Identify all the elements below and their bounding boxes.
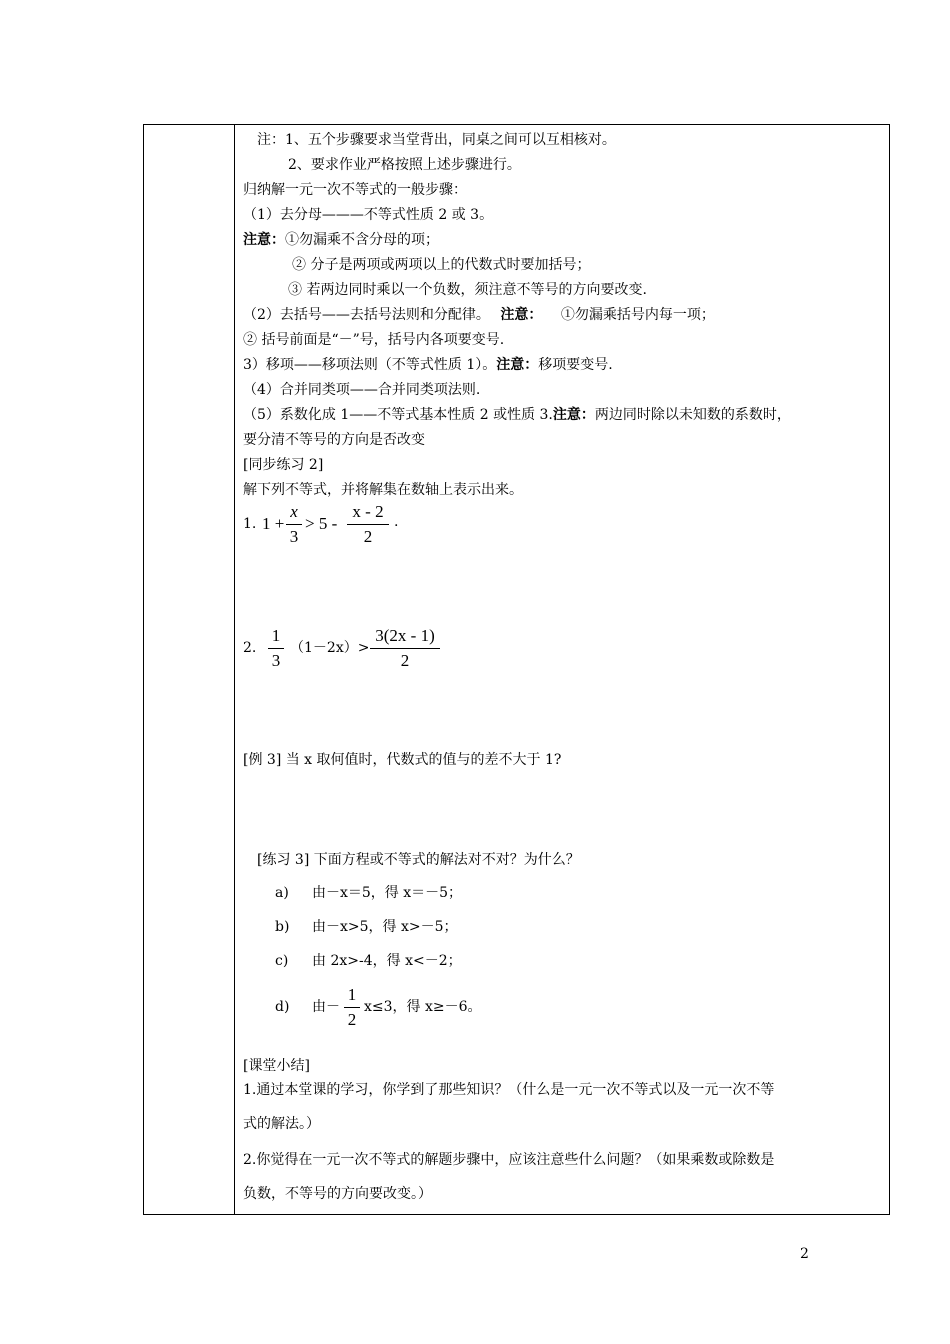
step-4: （4）合并同类项——合并同类项法则. (243, 382, 481, 398)
problem-1-frac1-bar (286, 524, 302, 525)
problem-2-frac1-num: 1 (271, 626, 281, 645)
problem-1-frac2-bar (347, 524, 389, 525)
example-3: [例 3] 当 x 取何值时，代数式的值与的差不大于 1? (243, 752, 562, 768)
step-2-note-1: ①勿漏乘括号内每一项； (560, 307, 715, 323)
sync-practice-instr: 解下列不等式，并将解集在数轴上表示出来。 (243, 482, 523, 498)
summary-title: 归纳解一元一次不等式的一般步骤： (243, 182, 467, 198)
problem-1-gt: > 5 - (305, 514, 338, 533)
practice-3-item-d-pre: 由－ (312, 999, 340, 1015)
practice-3-item-a-text: 由－x＝5，得 x＝－5； (312, 885, 463, 901)
note-line-2: 2、要求作业严格按照上述步骤进行。 (288, 157, 521, 173)
step-5-cont: 要分清不等号的方向是否改变 (243, 432, 425, 448)
class-summary-1b: 式的解法。） (243, 1116, 320, 1132)
problem-2-frac2-bar (370, 648, 440, 649)
problem-1-end: . (394, 514, 399, 530)
class-summary-2a: 2.你觉得在一元一次不等式的解题步骤中，应该注意些什么问题？（如果乘数或除数是 (243, 1152, 775, 1168)
problem-1-frac1-den: 3 (289, 527, 299, 546)
practice-3-item-a-label: a) (275, 885, 289, 901)
attention-label: 注意： (496, 357, 539, 373)
step-3 (243, 355, 613, 375)
problem-2-mid: （1－2x）> (290, 640, 370, 656)
table-column-divider (234, 124, 235, 1215)
note-line-1: 注：1、五个步骤要求当堂背出，同桌之间可以互相核对。 (257, 132, 616, 148)
problem-2-label: 2. (243, 640, 257, 656)
step-3-text: 3）移项——移项法则（不等式性质 1）。 (243, 357, 497, 373)
problem-2-frac1-den: 3 (271, 651, 281, 670)
practice-3-item-b-text: 由－x>5，得 x>－5； (312, 919, 458, 935)
problem-1-frac2-den: 2 (363, 527, 373, 546)
step-3-note: 移项要变号. (538, 357, 613, 373)
practice-3-item-d-label: d) (275, 999, 290, 1015)
attention-label: 注意： (500, 307, 543, 323)
practice-3-item-d-frac-den: 2 (347, 1010, 357, 1029)
class-summary-2b: 负数，不等号的方向要改变。） (243, 1186, 432, 1202)
problem-2-frac2-num: 3(2x - 1) (375, 626, 435, 645)
practice-3-item-d-frac-num: 1 (347, 985, 357, 1004)
practice-3-title: [练习 3] 下面方程或不等式的解法对不对？为什么？ (257, 852, 580, 868)
problem-1-frac2-num: x - 2 (352, 502, 384, 521)
practice-3-item-d-post: x≤3，得 x≥－6。 (364, 999, 482, 1015)
step-1-note-1-text: ①勿漏乘不含分母的项； (285, 232, 439, 248)
attention-label: 注意： (243, 232, 285, 248)
problem-1-lhs: 1 + (262, 514, 285, 533)
class-summary-title: [课堂小结] (243, 1058, 310, 1074)
problem-2-frac1-bar (268, 648, 284, 649)
attention-label: 注意： (552, 407, 595, 423)
problem-1-label: 1. (243, 516, 257, 532)
step-5-text: （5）系数化成 1——不等式基本性质 2 或性质 3. (243, 407, 553, 423)
step-2-text: （2）去括号——去括号法则和分配律。 (243, 307, 490, 323)
step-1-note-1 (243, 230, 439, 250)
page-number: 2 (800, 1246, 809, 1262)
step-1-note-3: ③ 若两边同时乘以一个负数，须注意不等号的方向要改变. (288, 282, 647, 298)
step-2 (243, 305, 715, 325)
step-2-note-2: ② 括号前面是“－”号，括号内各项要变号. (243, 332, 505, 348)
step-5 (243, 405, 791, 425)
practice-3-item-d-frac-bar (344, 1007, 360, 1008)
problem-1-frac1-num: x (290, 502, 298, 521)
practice-3-item-c-label: c) (275, 953, 289, 969)
step-5-note: 两边同时除以未知数的系数时， (594, 407, 791, 423)
class-summary-1a: 1.通过本堂课的学习，你学到了那些知识？（什么是一元一次不等式以及一元一次不等 (243, 1082, 775, 1098)
practice-3-item-b-label: b) (275, 919, 290, 935)
problem-2-frac2-den: 2 (400, 651, 410, 670)
practice-3-item-c-text: 由 2x>-4，得 x<－2； (312, 953, 462, 969)
step-1: （1）去分母———不等式性质 2 或 3。 (243, 207, 494, 223)
sync-practice-title: [同步练习 2] (243, 457, 324, 473)
step-1-note-2: ② 分子是两项或两项以上的代数式时要加括号； (292, 257, 591, 273)
